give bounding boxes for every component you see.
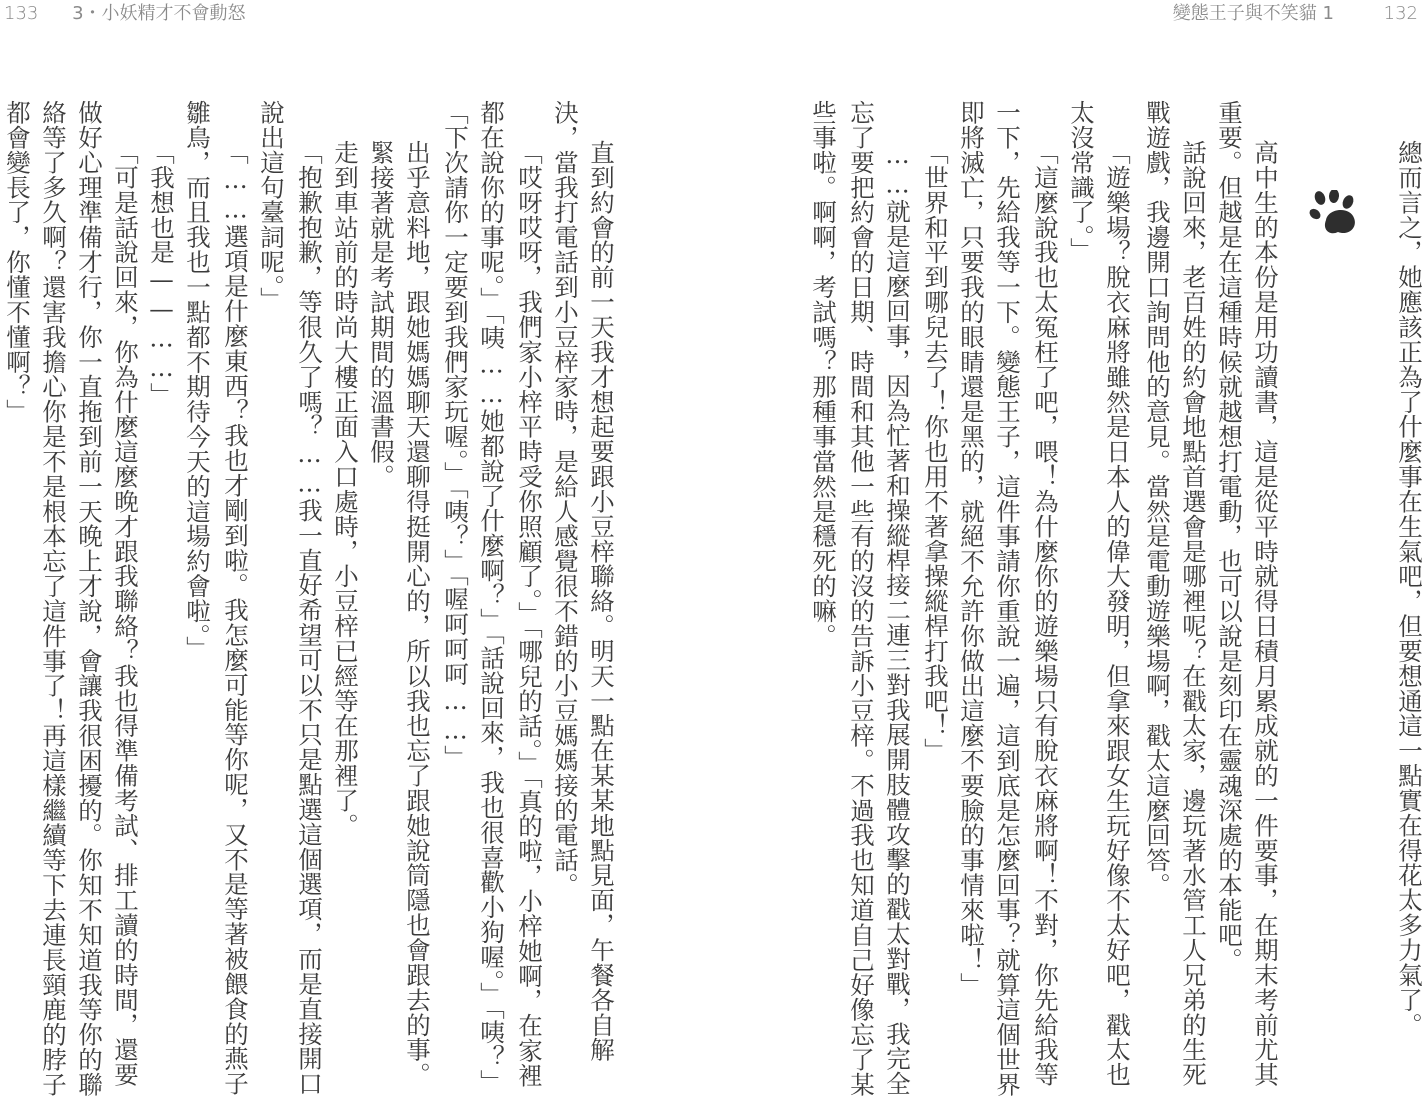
text-column: 總而言之，她應該正為了什麼事在生氣吧，但要想通這一點實在得花太多力氣了。: [1395, 140, 1424, 1038]
chapter-title: 3・小妖精才不會動怒: [72, 3, 246, 24]
text-column: 都會變長了，你懂不懂啊？」: [3, 100, 32, 424]
right-page-number: 132: [1383, 3, 1418, 24]
text-column: 話說回來，老百姓的約會地點首選會是哪裡呢？在戳太家，邊玩著水管工人兄弟的生死: [1179, 140, 1208, 1087]
text-column: 「我想也是——……」: [147, 140, 176, 408]
text-column: 走到車站前的時尚大樓正面入口處時，小豆梓已經等在那裡了。: [331, 140, 360, 838]
text-column: 即將滅亡，只要我的眼睛還是黑的，就絕不允許你做出這麼不要臉的事情來啦！」: [957, 100, 986, 998]
text-column: 決，當我打電話到小豆梓家時，是給人感覺很不錯的小豆媽媽接的電話。: [551, 100, 580, 898]
text-column: 些事啦。啊啊，考試嗎？那種事當然是穩死的嘛。: [809, 100, 838, 649]
text-column: 「抱歉抱歉，等很久了嗎？……我一直好希望可以不只是點選這個選項，而是直接開口: [295, 140, 324, 1096]
text-column: 絡等了多久啊？還害我擔心你是不是根本忘了這件事了！再這樣繼續等下去連長頸鹿的脖子: [39, 100, 68, 1097]
right-page-header: [1173, 0, 1418, 30]
text-column: 都在說你的事呢。」「咦……她都說了什麼啊？」「話說回來，我也很喜歡小狗喔。」「咦？」: [477, 100, 506, 1095]
left-page-number: 133: [4, 3, 39, 24]
text-column: 雛鳥，而且我也一點都不期待今天的這場約會啦。」: [183, 100, 212, 661]
text-column: 「……選項是什麼東西？我也才剛到啦。我怎麼可能等你呢，又不是等著被餵食的燕子: [221, 140, 250, 1096]
text-column: 忘了要把約會的日期、時間和其他一些有的沒的告訴小豆梓。不過我也知道自己好像忘了某: [847, 100, 876, 1097]
text-column: 出乎意料地，跟她媽媽聊天還聊得挺開心的，所以我也忘了跟她說筒隱也會跟去的事。: [403, 140, 432, 1087]
text-column: 一下，先給我等一下。變態王子，這件事請你重說一遍，這到底是怎麼回事？就算這個世界: [993, 100, 1022, 1097]
text-column: 戰遊戲，我邊開口詢問他的意見。當然是電動遊樂場啊，戳太這麼回答。: [1143, 100, 1172, 898]
text-column: ……就是這麼回事，因為忙著和操縱桿接二連三對我展開肢體攻擊的戳太對戰，我完全: [883, 140, 912, 1096]
text-column: 太沒常識了。」: [1067, 100, 1096, 263]
text-column: 直到約會的前一天我才想起要跟小豆梓聯絡。明天一點在某某地點見面，午餐各自解: [587, 140, 616, 1063]
text-column: 說出這句臺詞呢。」: [257, 100, 286, 313]
book-title: 變態王子與不笑貓 1: [1172, 3, 1334, 24]
text-column: 做好心理準備才行，你一直拖到前一天晚上才說，會讓我很困擾的。你知不知道我等你的聯: [75, 100, 104, 1097]
text-column: 「世界和平到哪兒去了！你也用不著拿操縱桿打我吧！」: [921, 140, 950, 763]
text-column: 重要。但越是在這種時候就越想打電動，也可以說是刻印在靈魂深處的本能吧。: [1215, 100, 1244, 973]
text-column: 「這麼說我也太冤枉了吧，喂！為什麼你的遊樂場只有脫衣麻將啊！不對，你先給我等: [1031, 140, 1060, 1087]
page-spine: [712, 0, 713, 1065]
text-column: 高中生的本份是用功讀書，這是從平時就得日積月累成就的一件要事，在期末考前尤其: [1251, 140, 1280, 1087]
cat-paw-icon: [1308, 190, 1364, 240]
text-column: 緊接著就是考試期間的溫書假。: [367, 140, 396, 489]
text-column: 「遊樂場？脫衣麻將雖然是日本人的偉大發明，但拿來跟女生玩好像不太好吧，戳太也: [1103, 140, 1132, 1087]
text-column: 「哎呀哎呀，我們家小梓平時受你照顧了。」「哪兒的話。」「真的啦，小梓她啊，在家裡: [515, 140, 544, 1088]
text-column: 「下次請你一定要到我們家玩喔。」「咦？」「喔呵呵呵……」: [441, 100, 470, 771]
text-column: 「可是話說回來，你為什麼這麼晚才跟我聯絡？我也得準備考試、排工讀的時間，還要: [111, 140, 140, 1087]
left-page-header: [4, 0, 246, 30]
